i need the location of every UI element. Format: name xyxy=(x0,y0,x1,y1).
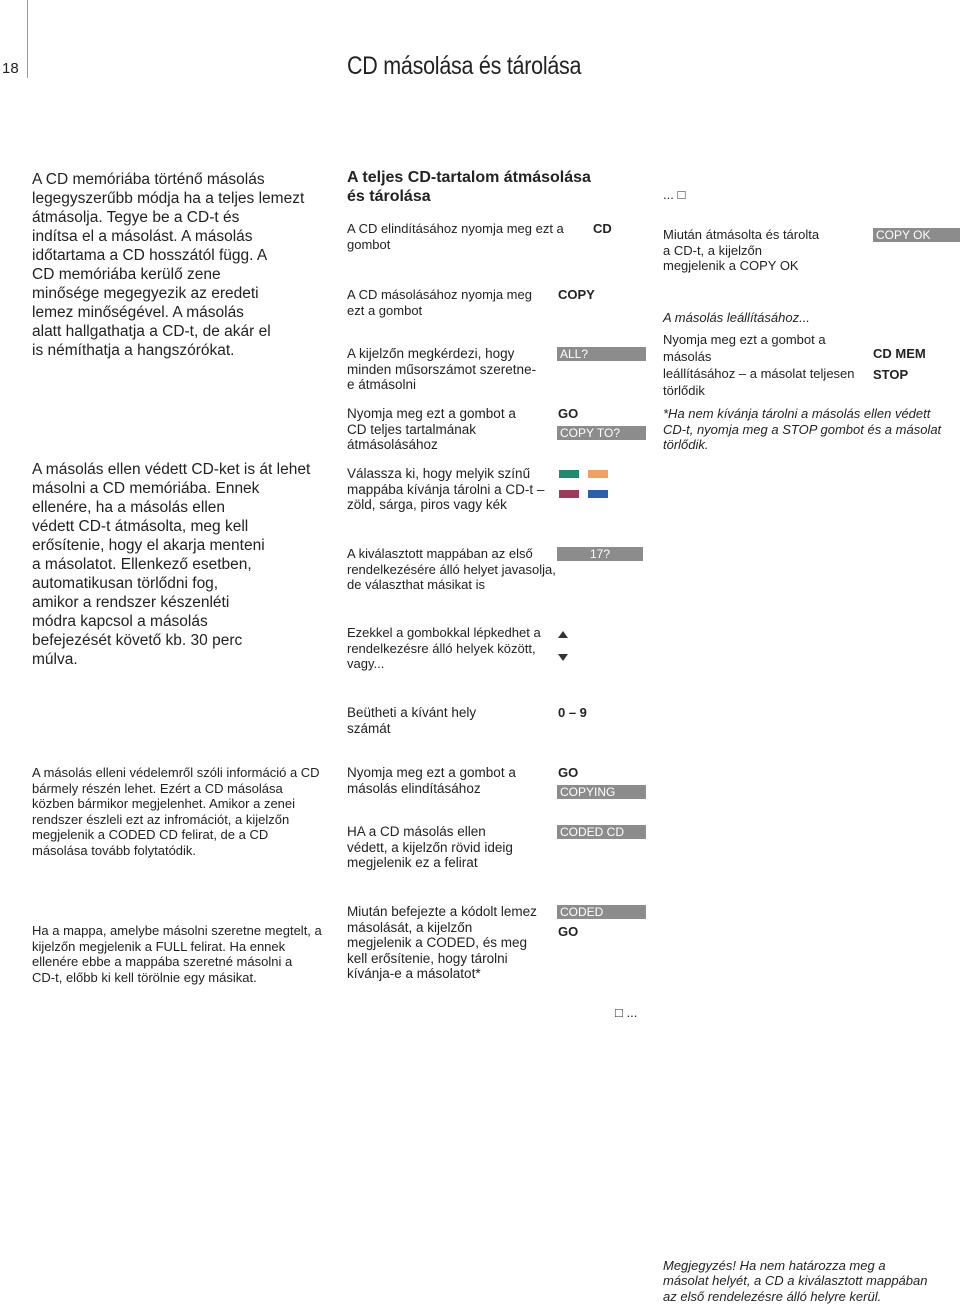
copy-key: COPY xyxy=(558,287,595,302)
display-coded: CODED xyxy=(557,905,646,919)
protection-info-paragraph: A másolás elleni védelemről szóli információ a CD bármely részén lehet. Ezért a CD másolása közben bármikor megjelenhet. Amikor a zenei rendszer észleli ezt az infromációt, a kijelzőn megjelenik a CODED CD felirat, de a CD másolása tovább folytatódik. xyxy=(32,765,320,858)
display-slot: 17? xyxy=(557,547,643,561)
step-text: Nyomja meg ezt a gombot a másolás elindításához xyxy=(347,765,516,796)
step-text: HA a CD másolás ellen védett, a kijelzőn rövid ideig megjelenik ez a felirat xyxy=(347,824,513,870)
step-text: A kijelzőn megkérdezi, hogy minden műsorszámot szeretne- e átmásolni xyxy=(347,346,537,392)
display-copy-to: COPY TO? xyxy=(557,426,646,440)
stop-text: Nyomja meg ezt a gombot a másolás leállításához – a másolat teljesen törlődik xyxy=(663,332,855,398)
stop-key: STOP xyxy=(873,367,909,382)
step-text: Miután befejezte a kódolt lemez másolását, a kijelzőn megjelenik a CODED, és meg kell erősítenie, hogy tárolni kívánja-e a másolatot* xyxy=(347,904,537,981)
continue-mark: ... □ xyxy=(663,187,686,202)
step-text: A kiválasztott mappában az első rendelkezésére álló helyet javasolja, de választhat másikat is xyxy=(347,546,556,592)
note-label: Megjegyzés! xyxy=(663,1257,736,1273)
page-title: CD másolása és tárolása xyxy=(347,52,582,80)
note xyxy=(663,1242,958,1304)
page-number: 18 xyxy=(2,60,19,77)
step-text: Beütheti a kívánt hely számát xyxy=(347,705,477,736)
cd-mem-key: CD MEM xyxy=(873,346,926,361)
orange-folder-icon xyxy=(588,470,608,478)
display-all: ALL? xyxy=(557,347,646,361)
step-text: A CD másolásához nyomja meg ezt a gombot xyxy=(347,287,532,318)
section-heading: A teljes CD-tartalom átmásolása és tárolása xyxy=(347,169,591,205)
red-folder-icon xyxy=(559,490,579,498)
after-copy-text: Miután átmásolta és tárolta a CD-t, a kijelzőn megjelenik a COPY OK xyxy=(663,227,820,273)
margin-divider xyxy=(27,0,28,78)
go-key: GO xyxy=(558,765,579,780)
display-copying: COPYING xyxy=(557,785,646,799)
display-copy-ok: COPY OK xyxy=(873,228,960,242)
go-key: GO xyxy=(558,406,579,421)
arrow-up-icon xyxy=(558,631,568,638)
display-coded-cd: CODED CD xyxy=(557,825,646,839)
blue-folder-icon xyxy=(588,490,608,498)
number-keys: 0 – 9 xyxy=(558,705,587,720)
arrow-down-icon xyxy=(558,654,568,661)
protected-paragraph: A másolás ellen védett CD-ket is át lehet másolni a CD memóriába. Ennek ellenére, ha a másolás ellen védett CD-t átmásolta, meg kell erősítenie, hogy el akarja menteni a másolatot. Ellenkező esetben, automatikusan törlődni fog, amikor a rendszer készenléti módra kapcsol a másolás befejezését követő kb. 30 perc múlva. xyxy=(32,461,311,668)
step-text: Válassza ki, hogy melyik színű mappába kívánja tárolni a CD-t – zöld, sárga, piros vagy kék xyxy=(347,466,545,512)
stop-heading: A másolás leállításához... xyxy=(663,310,810,325)
go-key: GO xyxy=(558,924,579,939)
step-text: A CD elindításához nyomja meg ezt a gombot xyxy=(347,221,564,252)
green-folder-icon xyxy=(559,470,579,478)
continued-mark: □ ... xyxy=(615,1005,638,1020)
cd-key: CD xyxy=(593,221,612,236)
footnote: *Ha nem kívánja tárolni a másolás ellen védett CD-t, nyomja meg a STOP gombot és a másolat törlődik. xyxy=(663,406,942,452)
step-text: Ezekkel a gombokkal lépkedhet a rendelkezésre álló helyek között, vagy... xyxy=(347,625,541,671)
intro-paragraph: A CD memóriába történő másolás legegyszerűbb módja ha a teljes lemezt átmásolja. Tegye be a CD-t és indítsa el a másolást. A másolás időtartama a CD hosszától függ. A CD memóriába kerülő zene minősége megegyezik az eredeti lemez minőségével. A másolás alatt hallgathatja a CD-t, de akár el is némíthatja a hangszórókat. xyxy=(32,171,305,359)
note-text: Ha nem határozza meg a másolat helyét, a CD a kiválasztott mappában az első rendelezésre álló helyre kerül. xyxy=(663,1257,928,1304)
full-folder-paragraph: Ha a mappa, amelybe másolni szeretne megtelt, a kijelzőn megjelenik a FULL felirat. Ha ennek ellenére ebbe a mappába szeretné másolni a CD-t, előbb ki kell törölnie egy másikat. xyxy=(32,923,322,985)
step-text: Nyomja meg ezt a gombot a CD teljes tartalmának átmásolásához xyxy=(347,406,516,452)
